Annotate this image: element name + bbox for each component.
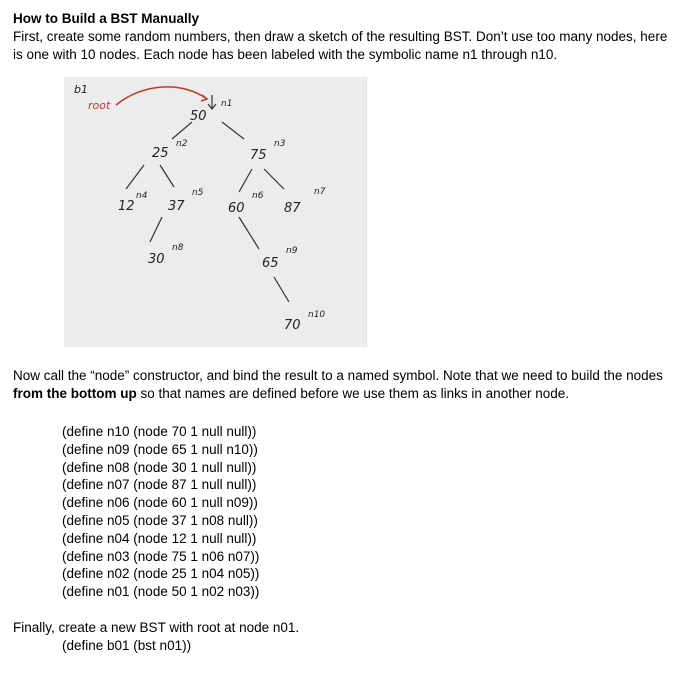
code-line: (define n07 (node 87 1 null null)): [62, 477, 257, 493]
code-line: (define n01 (node 50 1 n02 n03)): [62, 584, 260, 600]
sketch-root-label: root: [88, 99, 111, 112]
node-n7-value: 87: [284, 201, 301, 216]
node-n5-value: 37: [168, 199, 185, 214]
node-n6-value: 60: [228, 201, 245, 216]
node-n2-name: n2: [176, 139, 188, 149]
edge-n3-n7: [264, 169, 284, 189]
node-n3-value: 75: [250, 148, 267, 163]
node-n1-value: 50: [190, 109, 207, 124]
edge-n2-n4: [126, 165, 144, 189]
final-code-line: (define b01 (bst n01)): [62, 638, 192, 653]
node-n5-name: n5: [192, 188, 204, 198]
root-arrow: [116, 87, 207, 105]
constructor-text-end: so that names are defined before we use them as links in another node.: [136, 386, 569, 401]
node-n3-name: n3: [274, 139, 286, 149]
edge-n1-n3: [222, 122, 244, 139]
sketch-b-label: b1: [74, 83, 88, 96]
document-body: [13, 10, 679, 64]
node-n2-value: 25: [152, 146, 169, 161]
node-n6-name: n6: [252, 191, 264, 201]
edge-n5-n8: [150, 217, 162, 242]
code-line: (define n06 (node 60 1 null n09)): [62, 495, 258, 511]
edge-n9-n10: [274, 277, 289, 302]
node-n9-name: n9: [286, 246, 298, 256]
node-n1-name: n1: [221, 99, 233, 109]
code-line: (define n05 (node 37 1 n08 null)): [62, 512, 258, 528]
constructor-paragraph: [13, 367, 679, 403]
node-n10-value: 70: [284, 318, 301, 333]
constructor-text-bold: from the bottom up: [13, 386, 137, 401]
code-line: (define n03 (node 75 1 n06 n07)): [62, 548, 260, 564]
code-line: (define n02 (node 25 1 n04 n05)): [62, 566, 260, 582]
node-n8-value: 30: [148, 252, 165, 267]
edge-n2-n5: [160, 165, 174, 187]
bst-sketch-drawing: [64, 77, 366, 347]
bst-sketch-photo: [64, 77, 367, 347]
edge-n3-n6: [239, 169, 252, 192]
n1-arrow: [208, 95, 216, 109]
node-n7-name: n7: [314, 187, 326, 197]
code-line: (define n08 (node 30 1 null null)): [62, 459, 257, 475]
node-n9-value: 65: [262, 256, 279, 271]
final-paragraph: Finally, create a new BST with root at node n01.: [13, 620, 300, 635]
code-line: (define n04 (node 12 1 null null)): [62, 530, 257, 546]
edge-n6-n9: [239, 217, 259, 249]
node-n4-value: 12: [118, 199, 135, 214]
code-line: (define n10 (node 70 1 null null)): [62, 424, 257, 439]
node-n4-name: n4: [136, 191, 148, 201]
edge-n1-n2: [172, 122, 192, 139]
define-code-block: [62, 423, 259, 601]
constructor-text-start: Now call the “node” constructor, and bind the result to a named symbol. Note that we need to build the nodes: [13, 368, 663, 383]
code-line: (define n09 (node 65 1 null n10)): [62, 441, 258, 457]
node-n10-name: n10: [308, 310, 326, 320]
page-title: How to Build a BST Manually: [13, 11, 200, 26]
node-n8-name: n8: [172, 243, 184, 253]
intro-paragraph: First, create some random numbers, then draw a sketch of the resulting BST. Don’t use too many nodes, here is one with 10 nodes. Each node has been labeled with the symbolic name n1 through n10.: [13, 29, 668, 62]
